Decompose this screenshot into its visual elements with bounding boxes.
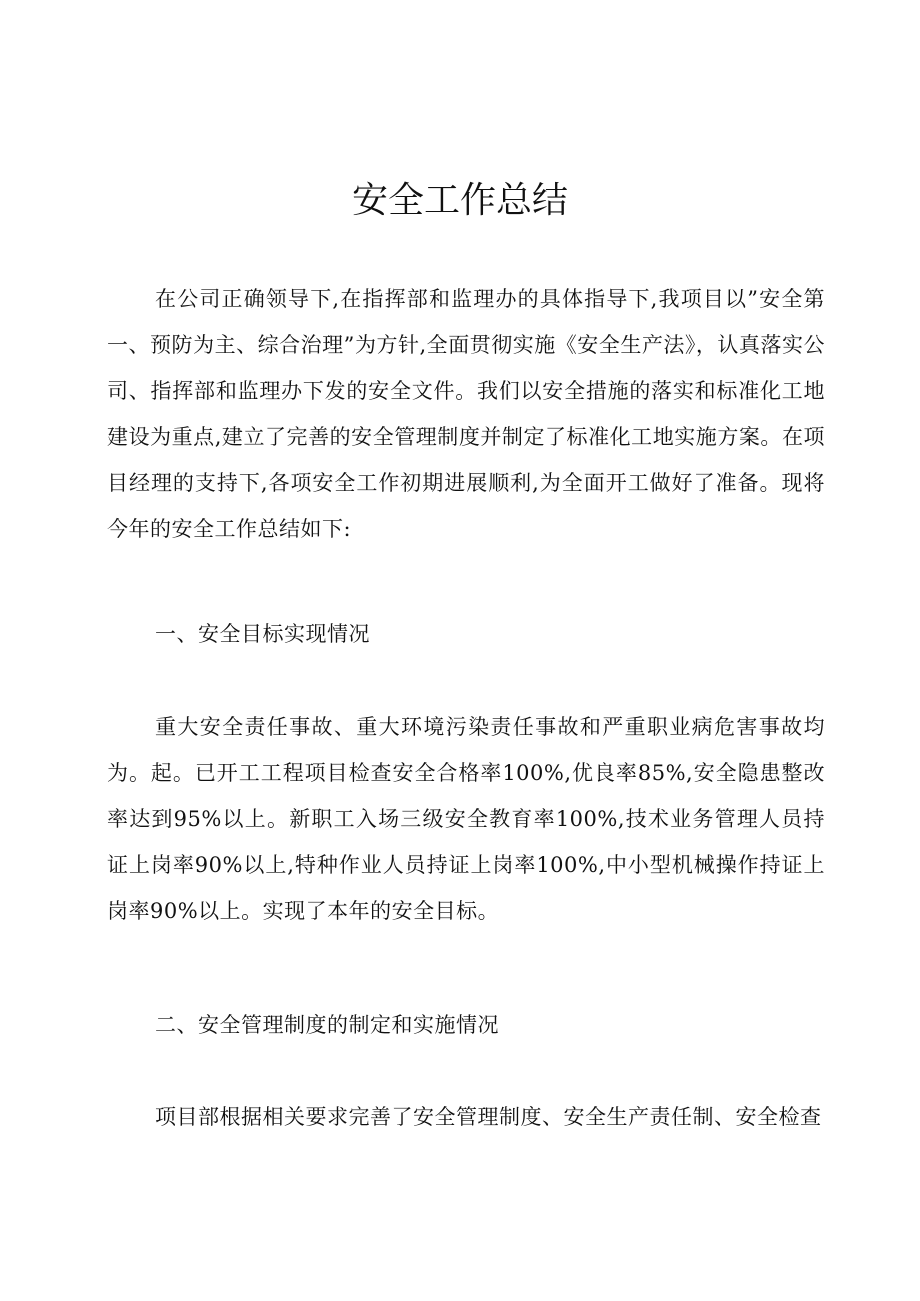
section-1-paragraph: 重大安全责任事故、重大环境污染责任事故和严重职业病危害事故均为。起。已开工工程项目检查安全合格率100%,优良率85%,安全隐患整改率达到95%以上。新职工入场三级安全教育率100%,技术业务管理人员持证上岗率90%以上,特种作业人员持证上岗率100%,中小型机械操作持证上岗率90%以上。实现了本年的安全目标。 <box>107 715 825 923</box>
document-title: 安全工作总结 <box>351 180 568 221</box>
intro-paragraph: 在公司正确领导下,在指挥部和监理办的具体指导下,我项目以”安全第一、预防为主、综合治理”为方针,全面贯彻实施《安全生产法》，认真落实公司、指挥部和监理办下发的安全文件。我们以安全措施的落实和标准化工地建设为重点,建立了完善的安全管理制度并制定了标准化工地实施方案。在项目经理的支持下,各项安全工作初期进展顺利,为全面开工做好了准备。现将今年的安全工作总结如下: <box>107 287 825 541</box>
section-heading-1: 一、安全目标实现情况 <box>155 622 370 646</box>
section-heading-2: 二、安全管理制度的制定和实施情况 <box>155 1013 499 1037</box>
section-2-paragraph: 项目部根据相关要求完善了安全管理制度、安全生产责任制、安全检查 <box>155 1105 822 1129</box>
